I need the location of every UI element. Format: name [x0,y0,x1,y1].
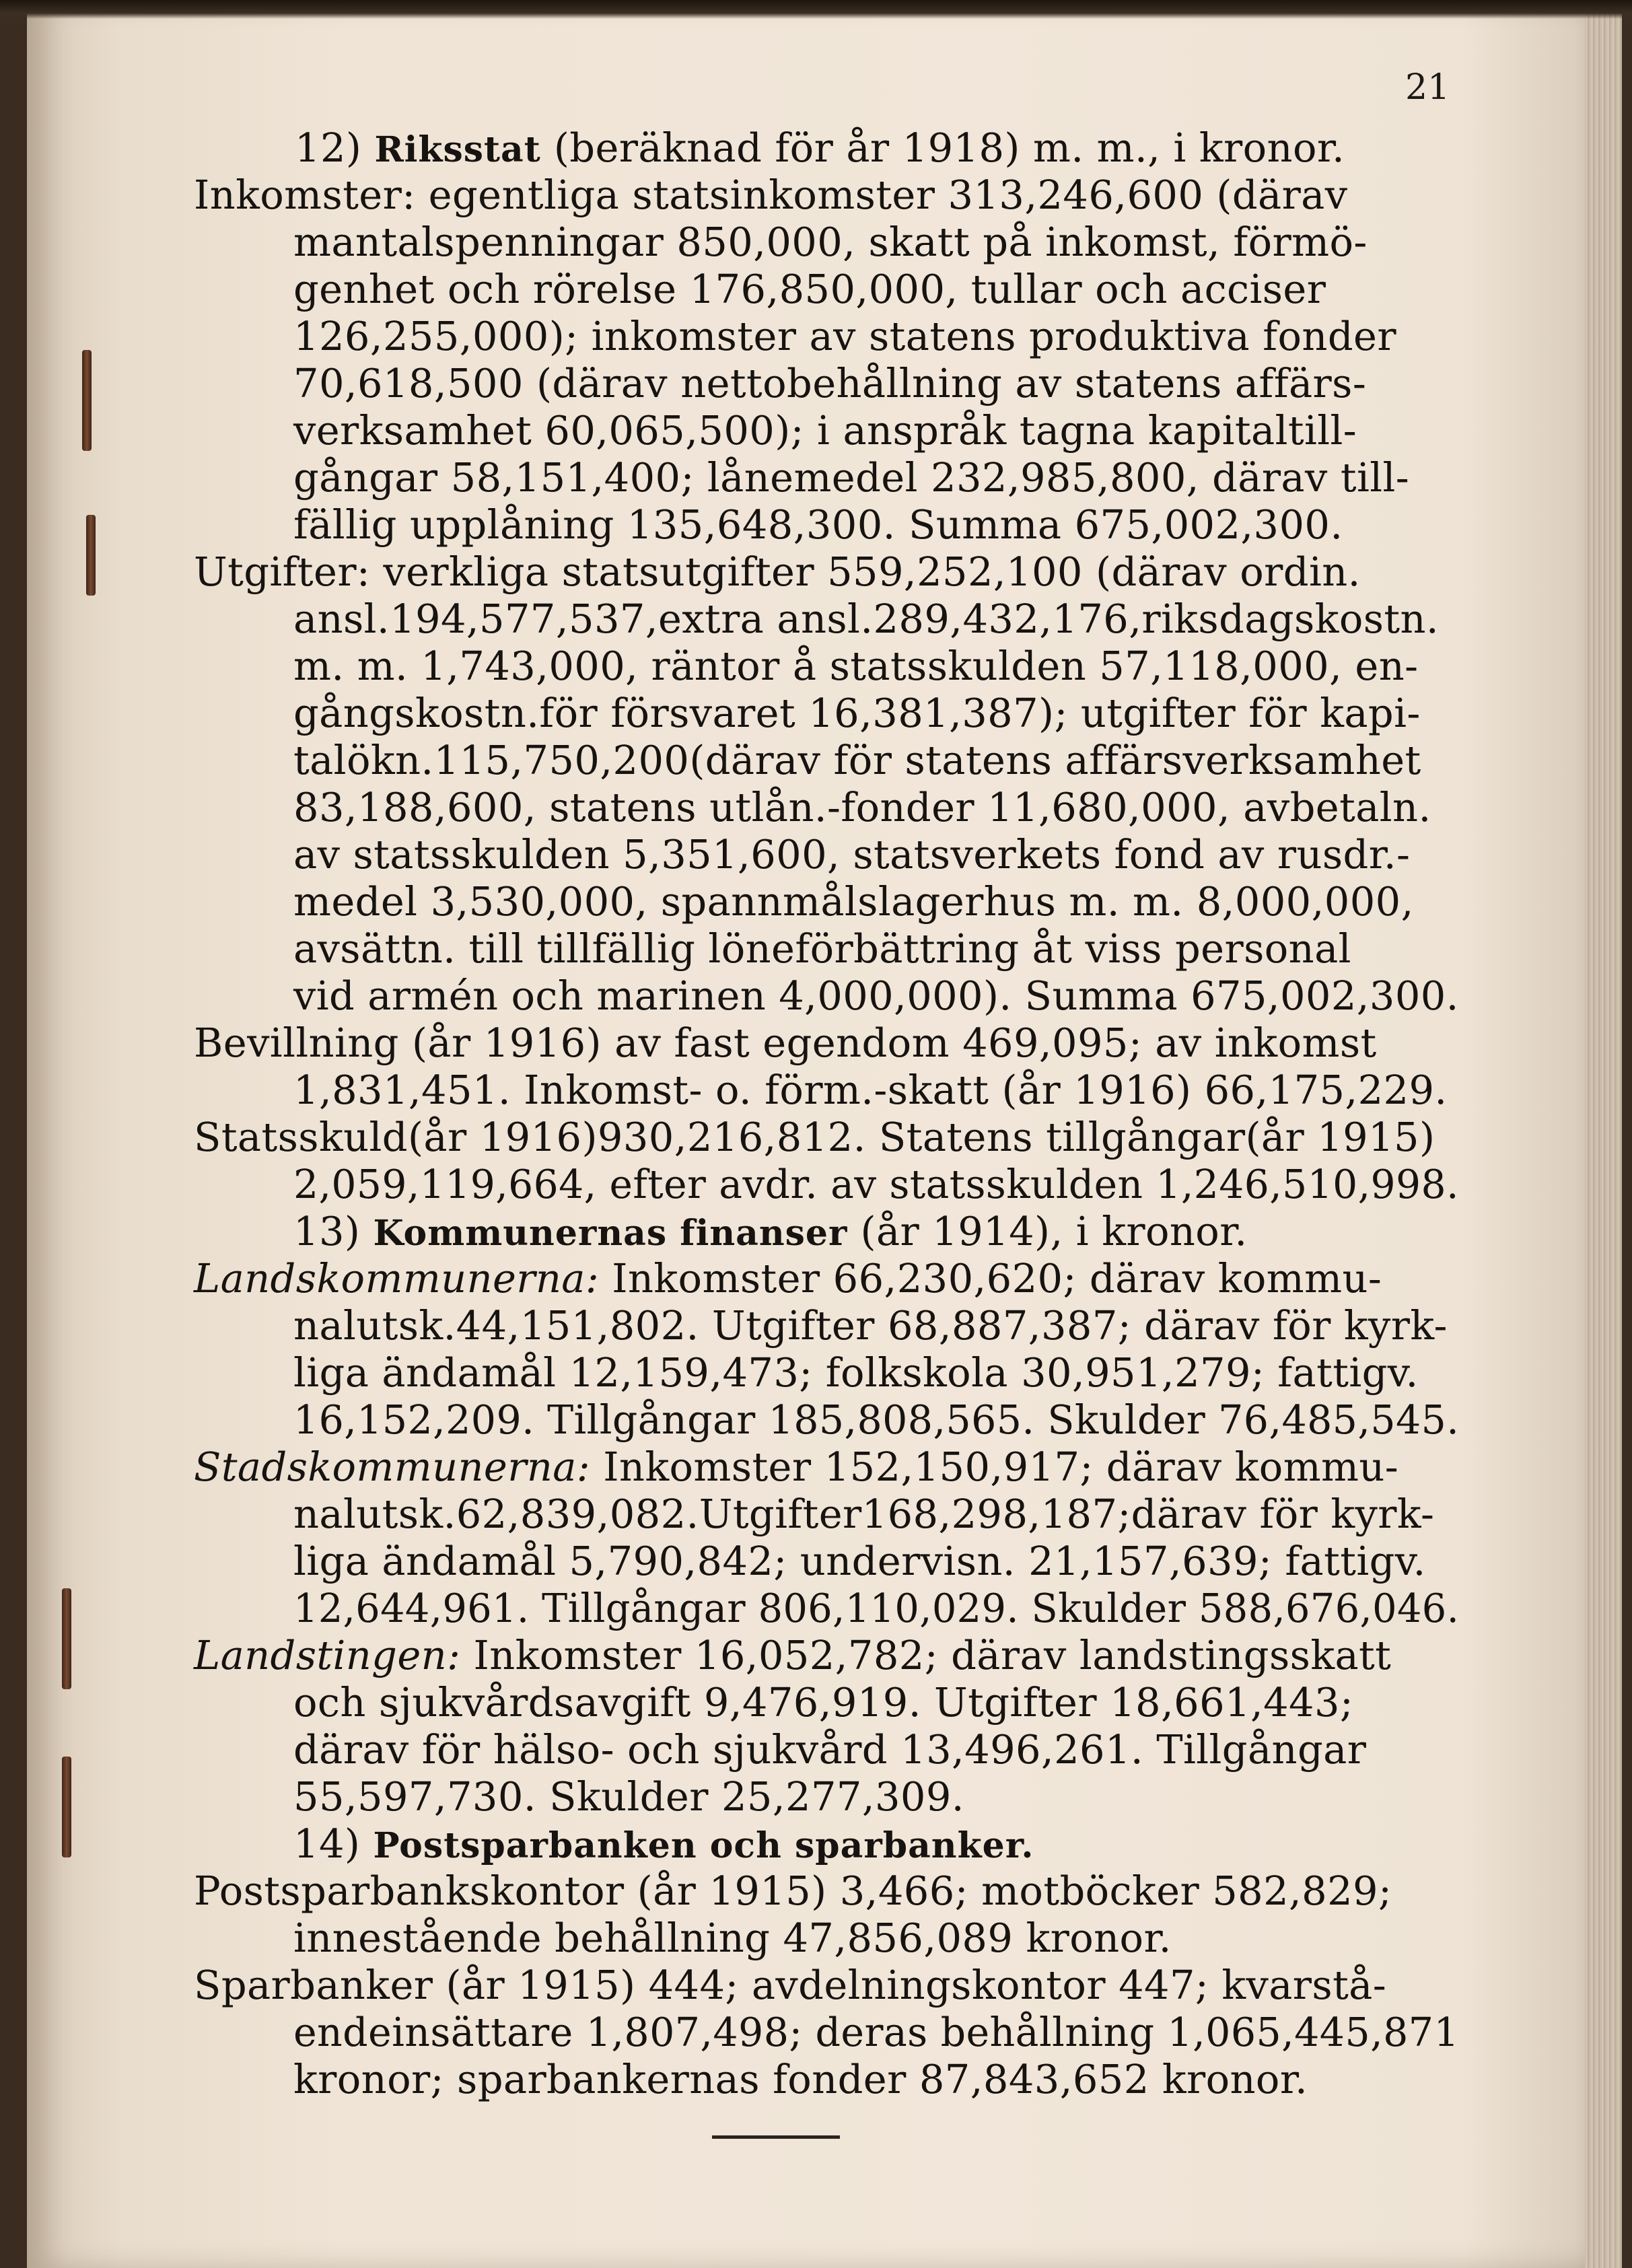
text-line: Postsparbankskontor (år 1915) 3,466; motböcker 582,829; [194,1868,1392,1914]
text-line: gångar 58,151,400; lånemedel 232,985,800, därav till- [293,454,1410,501]
text-line: nalutsk.62,839,082.Utgifter168,298,187;därav för kyrk- [293,1491,1435,1537]
text-line: gångskostn.för försvaret 16,381,387); utgifter för kapi- [293,690,1421,736]
text-line [194,1255,1382,1302]
text-line: 16,152,209. Tillgångar 185,808,565. Skulder 76,485,545. [293,1396,1460,1443]
text-line: fällig upplåning 135,648,300. Summa 675,002,300. [293,501,1343,548]
text-line: Inkomster: egentliga statsinkomster 313,246,600 (därav [194,172,1348,218]
binding-staple [82,350,92,451]
text-span: Inkomster 66,230,620; därav kommu- [599,1255,1382,1302]
text-span: Inkomster 16,052,782; därav landstingsskatt [460,1632,1392,1678]
section-heading-12 [295,125,1345,174]
text-line: därav för hälso- och sjukvård 13,496,261. Tillgångar [293,1726,1367,1773]
subsection-label: Stadskommunerna: [194,1444,591,1490]
section-title: Postsparbanken och sparbanker. [373,1825,1034,1866]
text-line: 70,618,500 (därav nettobehållning av statens affärs- [293,360,1367,406]
text-line: Bevillning (år 1916) av fast egendom 469,095; av inkomst [194,1020,1377,1066]
text-line: Sparbanker (år 1915) 444; avdelningskontor 447; kvarstå- [194,1962,1387,2008]
text-line: kronor; sparbankernas fonder 87,843,652 kronor. [293,2056,1308,2102]
text-line: endeinsättare 1,807,498; deras behållning 1,065,445,871 [293,2009,1460,2055]
text-line: verksamhet 60,065,500); i anspråk tagna kapitaltill- [293,407,1357,454]
section-title: Riksstat [374,129,541,170]
section-subtitle: (år 1914), i kronor. [860,1208,1248,1254]
text-line: 55,597,730. Skulder 25,277,309. [293,1773,964,1820]
binding-staple [86,515,96,596]
text-line: innestående behållning 47,856,089 kronor. [293,1915,1172,1961]
section-number: 12) [295,125,362,171]
text-line: Statsskuld(år 1916)930,216,812. Statens tillgångar(år 1915) [194,1114,1435,1160]
text-line: vid armén och marinen 4,000,000). Summa 675,002,300. [293,972,1459,1019]
text-line: liga ändamål 12,159,473; folkskola 30,951,279; fattigv. [293,1349,1419,1396]
text-line: m. m. 1,743,000, räntor å statsskulden 57,118,000, en- [293,643,1419,689]
page-number: 21 [1405,67,1450,108]
section-heading-13 [293,1208,1247,1257]
text-line: avsättn. till tillfällig löneförbättring åt viss personal [293,925,1351,972]
text-span: Inkomster 152,150,917; därav kommu- [590,1444,1399,1490]
text-line: och sjukvårdsavgift 9,476,919. Utgifter 18,661,443; [293,1679,1354,1726]
subsection-label: Landskommunerna: [194,1255,600,1302]
text-line: nalutsk.44,151,802. Utgifter 68,887,387; därav för kyrk- [293,1302,1448,1349]
text-line: talökn.115,750,200(därav för statens affärsverksamhet [293,737,1421,783]
text-line: ansl.194,577,537,extra ansl.289,432,176,riksdagskostn. [293,596,1440,642]
text-line [194,1444,1398,1491]
binding-staple [62,1588,71,1689]
text-line: 126,255,000); inkomster av statens produktiva fonder [293,313,1396,359]
text-line: genhet och rörelse 176,850,000, tullar och acciser [293,266,1326,312]
section-subtitle: (beräknad för år 1918) m. m., i kronor. [553,125,1345,171]
section-heading-14 [293,1820,1034,1870]
closing-rule [712,2135,840,2139]
text-line: 1,831,451. Inkomst- o. förm.-skatt (år 1916) 66,175,229. [293,1067,1448,1113]
text-line: mantalspenningar 850,000, skatt på inkomst, förmö- [293,219,1368,265]
section-number: 14) [293,1820,361,1867]
section-title: Kommunernas finanser [373,1213,848,1254]
text-line [194,1632,1391,1679]
page-edges [1585,0,1622,2268]
text-line: av statsskulden 5,351,600, statsverkets fond av rusdr.- [293,831,1411,878]
text-line: 2,059,119,664, efter avdr. av statsskulden 1,246,510,998. [293,1161,1459,1207]
section-number: 13) [293,1208,361,1254]
text-line: liga ändamål 5,790,842; undervisn. 21,157,639; fattigv. [293,1538,1426,1584]
top-shadow [0,0,1632,19]
text-line: medel 3,530,000, spannmålslagerhus m. m. 8,000,000, [293,878,1414,925]
binding-staple [62,1757,71,1857]
text-line: Utgifter: verkliga statsutgifter 559,252,100 (därav ordin. [194,548,1361,595]
subsection-label: Landstingen: [194,1632,461,1678]
text-line: 12,644,961. Tillgångar 806,110,029. Skulder 588,676,046. [293,1585,1460,1631]
text-line: 83,188,600, statens utlån.-fonder 11,680,000, avbetaln. [293,784,1431,830]
